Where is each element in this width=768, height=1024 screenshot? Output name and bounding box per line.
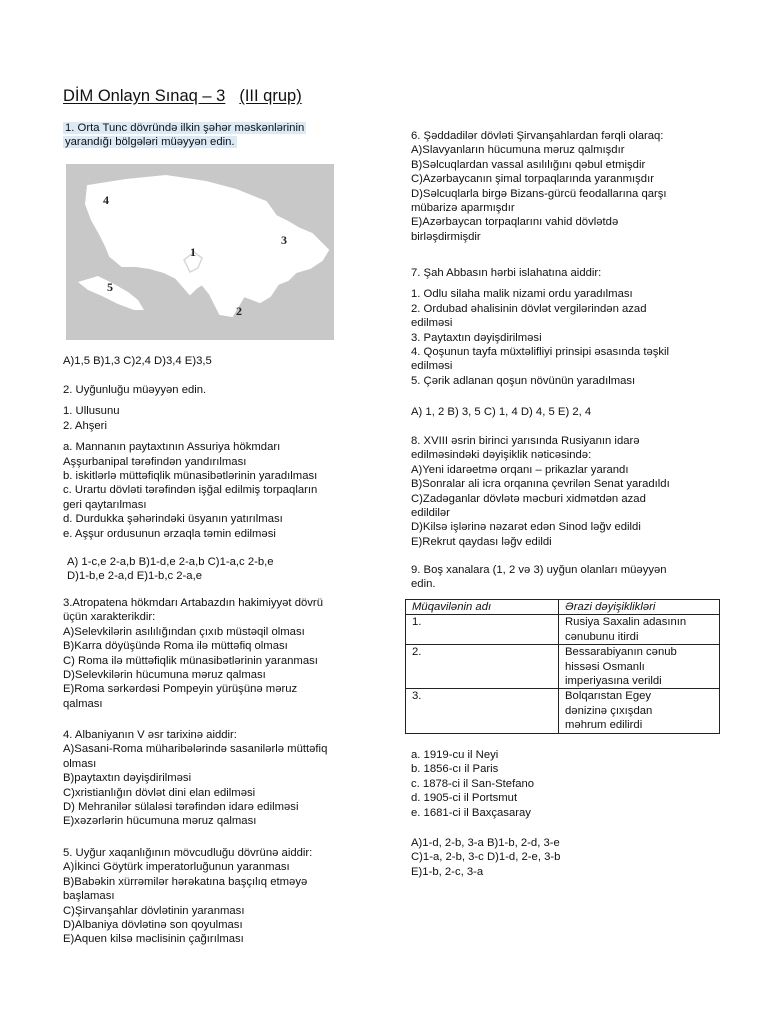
question-6-line: mübarizə aparmışdır xyxy=(411,202,515,215)
question-7-item: edilməsi xyxy=(411,317,453,330)
table-header-row xyxy=(406,600,720,615)
page-title xyxy=(63,86,302,106)
cell-line: məhrum edilirdi xyxy=(565,719,643,732)
question-4-line: olması xyxy=(63,757,97,770)
question-5-line: E)Aquen kilsə məclisinin çağırılması xyxy=(63,933,244,946)
question-4-line: C)xristianlığın dövlət dini elan edilməsi xyxy=(63,786,256,799)
question-6-line: E)Azərbaycan torpaqlarını vahid dövlətdə xyxy=(411,216,619,229)
question-5-line: C)Şirvanşahlar dövlətinin yaranması xyxy=(63,904,245,917)
question-3-line: E)Roma sərkərdəsi Pompeyin yürüşünə məruz xyxy=(63,683,298,696)
question-8-line: D)Kilsə işlərinə nəzarət edən Sinod ləğv edildi xyxy=(411,521,641,534)
question-8-line: edildilər xyxy=(411,507,450,520)
question-3-line: üçün xarakterikdir: xyxy=(63,611,156,624)
question-5-line: D)Albaniya dövlətinə son qoyulması xyxy=(63,919,243,932)
question-3 xyxy=(63,596,373,711)
map-label-4: 4 xyxy=(103,193,109,207)
question-8-line: B)Sonralar ali icra orqanına çevrilən Senat yaradıldı xyxy=(411,478,670,491)
question-6-line: birləşdirmişdir xyxy=(411,230,481,243)
cell-line: imperiyasına verildi xyxy=(565,675,662,688)
table-cell-number: 3. xyxy=(406,689,559,733)
question-8-line: A)Yeni idarəetmə orqanı – prikazlar yarandı xyxy=(411,463,629,476)
question-6-line: C)Azərbaycanın şimal torpaqlarında yaranmışdır xyxy=(411,173,654,186)
question-1-line-2: yarandığı bölgələri müəyyən edin. xyxy=(65,136,235,149)
question-4-line: D) Mehranilər sülaləsi tərəfindən idarə edilməsi xyxy=(63,801,299,814)
cell-line: cənubunu itirdi xyxy=(565,630,639,643)
title-group: (III qrup) xyxy=(239,87,302,105)
treaty-table xyxy=(405,599,720,734)
question-8-line: 8. XVIII əsrin birinci yarısında Rusiyanın idarə xyxy=(411,435,640,447)
question-2-option-line: a. Mannanın paytaxtının Assuriya hökmdarı xyxy=(63,441,281,454)
table-cell-text xyxy=(559,645,720,689)
question-2-option-line: geri qaytarılması xyxy=(63,498,147,511)
question-9-option: b. 1856-cı il Paris xyxy=(411,763,499,776)
question-9-answers-line: A)1-d, 2-b, 3-a B)1-b, 2-d, 3-e xyxy=(411,837,560,850)
question-5-line: başlaması xyxy=(63,890,115,903)
question-5 xyxy=(63,846,373,947)
table-header: Müqavilənin adı xyxy=(406,600,559,615)
map-label-1: 1 xyxy=(190,245,196,259)
question-9-answers-line: C)1-a, 2-b, 3-c D)1-d, 2-e, 3-b xyxy=(411,851,561,864)
table-cell-text xyxy=(559,689,720,733)
question-9-option: d. 1905-ci il Portsmut xyxy=(411,792,518,805)
question-7 xyxy=(411,266,721,420)
question-4-line: B)paytaxtın dəyişdirilməsi xyxy=(63,772,192,785)
question-8-line: C)Zadəganlar dövlətə məcburi xidmətdən azad xyxy=(411,492,646,505)
map-label-2: 2 xyxy=(236,304,242,318)
question-2-text: 2. Uyğunluğu müəyyən edin. xyxy=(63,384,207,396)
table-cell-text xyxy=(559,615,720,645)
question-1-line-1: 1. Orta Tunc dövründə ilkin şəhər məskənlərinin xyxy=(65,122,305,134)
question-3-line: B)Karra döyüşündə Roma ilə müttəfiq olması xyxy=(63,640,288,653)
map-label-5: 5 xyxy=(107,280,113,294)
question-7-item: 3. Paytaxtın dəyişdirilməsi xyxy=(411,331,542,344)
question-2-option-line: b. iskitlərlə müttəfiqlik münasibətlərinin yaradılması xyxy=(63,470,318,483)
question-4 xyxy=(63,728,373,829)
map-label-3: 3 xyxy=(281,233,287,247)
question-6-line: 6. Şəddadilər dövləti Şirvanşahlardan fərqli olaraq: xyxy=(411,130,664,142)
question-3-line: qalması xyxy=(63,697,103,710)
question-2 xyxy=(63,383,373,584)
table-row xyxy=(406,689,720,733)
question-1-answers: A)1,5 B)1,3 C)2,4 D)3,4 E)3,5 xyxy=(63,355,212,367)
table-header: Ərazi dəyişiklikləri xyxy=(559,600,720,615)
question-2-option-line: d. Durdukka şəhərindəki üsyanın yatırılması xyxy=(63,513,283,526)
question-9-options xyxy=(411,748,721,879)
question-7-item: 1. Odlu silaha malik nizami ordu yaradılması xyxy=(411,288,633,301)
table-cell-number: 2. xyxy=(406,645,559,689)
cell-line: dənizinə çıxışdan xyxy=(565,704,653,717)
question-9-answers-line: E)1-b, 2-c, 3-a xyxy=(411,865,484,878)
question-9-option: e. 1681-ci il Baxçasaray xyxy=(411,806,531,819)
question-9-line: 9. Boş xanalara (1, 2 və 3) uyğun olanları müəyyən xyxy=(411,564,667,576)
question-7-text: 7. Şah Abbasın hərbi islahatına aiddir: xyxy=(411,267,602,279)
question-1 xyxy=(63,121,373,150)
question-2-item-1: 1. Ullusunu xyxy=(63,405,120,418)
question-9-option: c. 1878-ci il San-Stefano xyxy=(411,777,535,790)
question-6-line: B)Səlcuqlardan vassal asılılığını qəbul etmişdir xyxy=(411,158,646,171)
question-7-item: 2. Ordubad əhalisinin dövlət vergilərindən azad xyxy=(411,302,647,315)
question-2-answers-line: D)1-b,e 2-a,d E)1-b,c 2-a,e xyxy=(67,570,202,583)
question-5-line: B)Babəkin xürrəmilər hərəkatına başçılıq etməyə xyxy=(63,875,308,888)
question-8 xyxy=(411,434,721,549)
question-6-line: D)Səlcuqlarla birgə Bizans-gürcü feodallarına qarşı xyxy=(411,187,667,200)
question-5-line: A)İkinci Göytürk imperatorluğunun yaranması xyxy=(63,861,290,874)
question-2-item-2: 2. Ahşeri xyxy=(63,419,107,432)
azerbaijan-map xyxy=(66,164,334,340)
table-row xyxy=(406,645,720,689)
question-9 xyxy=(411,563,721,592)
cell-line: Rusiya Saxalin adasının xyxy=(565,616,687,629)
cell-line: hissəsi Osmanlı xyxy=(565,660,645,673)
question-4-line: A)Sasani-Roma müharibələrində sasanilərlə müttəfiq xyxy=(63,743,328,756)
question-2-option-line: e. Aşşur ordusunun ərzaqla təmin edilməsi xyxy=(63,527,276,540)
question-4-line: 4. Albaniyanın V əsr tarixinə aiddir: xyxy=(63,729,237,741)
question-2-answers-line: A) 1-c,e 2-a,b B)1-d,e 2-a,b C)1-a,c 2-b,e xyxy=(67,556,274,569)
question-3-line: A)Selevkilərin asılılığından çıxıb müstəqil olması xyxy=(63,625,305,638)
cell-line: Bessarabiyanın cənub xyxy=(565,646,677,659)
question-5-line: 5. Uyğur xaqanlığının mövcudluğu dövrünə aiddir: xyxy=(63,847,313,859)
question-8-line: edilməsindəki dəyişiklik nəticəsində: xyxy=(411,449,592,462)
title-main: DİM Onlayn Sınaq – 3 xyxy=(63,87,226,105)
question-8-line: E)Rekrut qaydası ləğv edildi xyxy=(411,535,552,548)
question-2-option-line: Aşşurbanipal tərəfindən yandırılması xyxy=(63,455,247,468)
question-9-line: edin. xyxy=(411,578,436,591)
cell-line: Bolqarıstan Egey xyxy=(565,690,652,703)
question-6 xyxy=(411,129,721,244)
question-7-item: edilməsi xyxy=(411,360,453,373)
question-2-option-line: c. Urartu dövləti tərəfindən işğal edilmiş torpaqların xyxy=(63,484,318,497)
question-9-option: a. 1919-cu il Neyi xyxy=(411,749,499,761)
question-3-line: C) Roma ilə müttəfiqlik münasibətlərinin yaranması xyxy=(63,654,318,667)
question-7-item: 5. Çərik adlanan qoşun növünün yaradılması xyxy=(411,374,636,387)
table-cell-number: 1. xyxy=(406,615,559,645)
table-row xyxy=(406,615,720,645)
question-6-line: A)Slavyanların hücumuna məruz qalmışdır xyxy=(411,144,625,157)
question-7-item: 4. Qoşunun tayfa müxtəlifliyi prinsipi əsasında təşkil xyxy=(411,346,670,359)
map-graphic xyxy=(66,164,334,340)
question-4-line: E)xəzərlərin hücumuna məruz qalması xyxy=(63,815,257,828)
question-3-line: D)Selevkilərin hücumuna məruz qalması xyxy=(63,669,266,682)
question-3-line: 3.Atropatena hökmdarı Artabazdın hakimiyyət dövrü xyxy=(63,597,323,609)
question-7-answers: A) 1, 2 B) 3, 5 C) 1, 4 D) 4, 5 E) 2, 4 xyxy=(411,406,592,419)
